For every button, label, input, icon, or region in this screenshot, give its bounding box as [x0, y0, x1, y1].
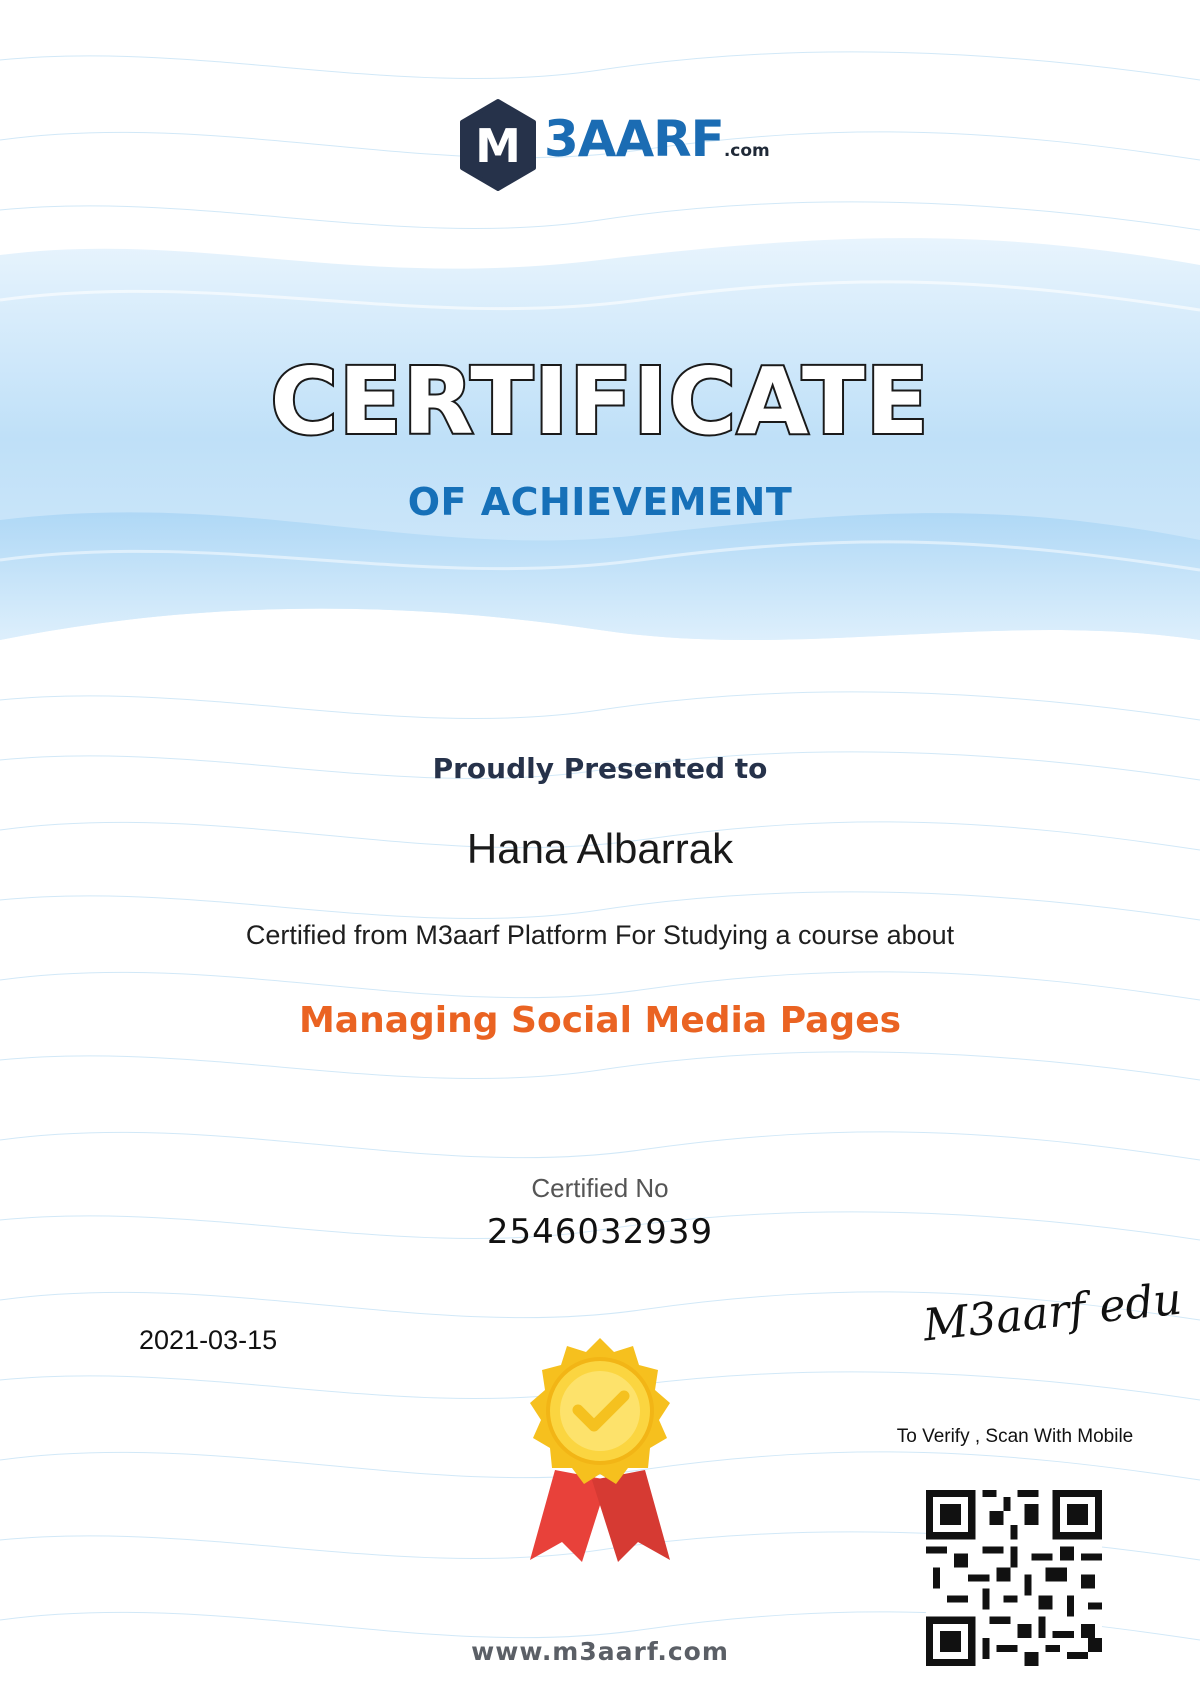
medal-checkmark-icon [510, 1330, 690, 1570]
presented-label: Proudly Presented to [432, 752, 768, 785]
certificate-subtitle: OF ACHIEVEMENT [407, 480, 793, 524]
logo-word: 3AARF [544, 110, 724, 168]
logo-mark: M [475, 119, 521, 173]
brand-logo [458, 98, 770, 192]
website-link[interactable]: www.m3aarf.com [471, 1637, 729, 1666]
logo-wordmark [544, 110, 770, 168]
signature: M3aarf edu [920, 1273, 1185, 1352]
course-title: Managing Social Media Pages [298, 1000, 902, 1041]
issue-date: 2021-03-15 [139, 1325, 278, 1355]
certificate-description: Certified from M3aarf Platform For Studying a course about [245, 920, 955, 950]
logo-suffix: .com [723, 141, 770, 161]
recipient-name: Hana Albarrak [466, 825, 734, 872]
hexagon-m-logo-icon [458, 98, 538, 192]
certified-number: 2546032939 [486, 1212, 714, 1252]
verify-instruction: To Verify , Scan With Mobile [896, 1426, 1134, 1447]
certified-no-label: Certified No [531, 1173, 669, 1203]
certificate-title: CERTIFICATE [270, 348, 930, 455]
